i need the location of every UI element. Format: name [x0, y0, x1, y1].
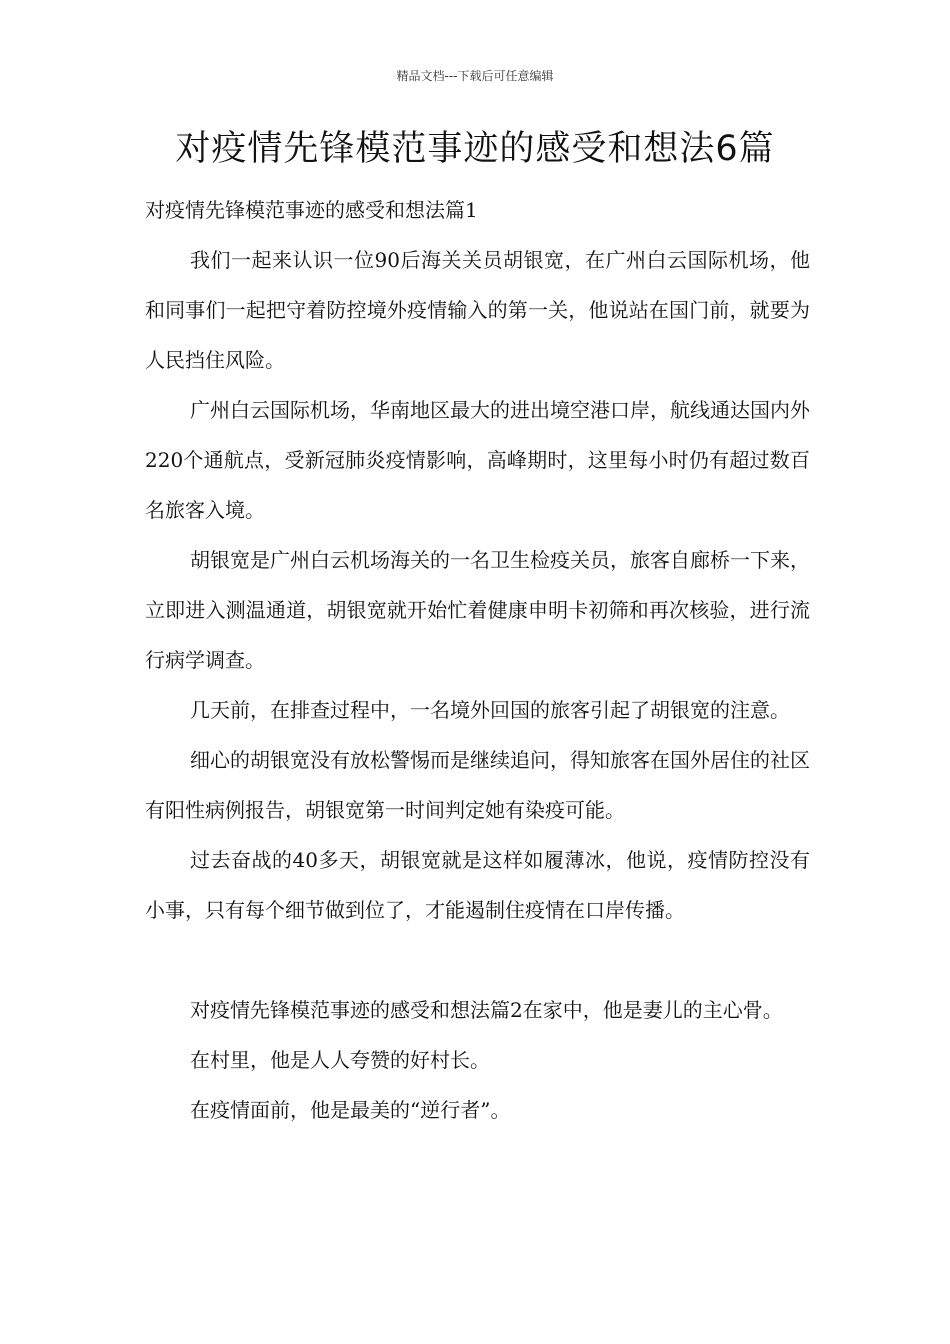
section-2-paragraph: 对疫情先锋模范事迹的感受和想法篇2在家中，他是妻儿的主心骨。: [190, 998, 783, 1022]
section-1-heading: 对疫情先锋模范事迹的感受和想法篇1: [145, 198, 478, 222]
paragraph-3: 胡银宽是广州白云机场海关的一名卫生检疫关员，旅客自廊桥一下来，立即进入测温通道，胡银宽就开始忙着健康申明卡初筛和再次核验，进行流行病学调查。: [145, 548, 810, 672]
section-2-line-2: 在疫情面前，他是最美的“逆行者”。: [190, 1098, 511, 1122]
header-note: 精品文档---下载后可任意编辑: [396, 69, 554, 83]
paragraph-4: 几天前，在排查过程中，一名境外回国的旅客引起了胡银宽的注意。: [190, 698, 790, 722]
paragraph-5: 细心的胡银宽没有放松警惕而是继续追问，得知旅客在国外居住的社区有阳性病例报告，胡银宽第一时间判定她有染疫可能。: [145, 748, 810, 822]
section-2-line-1: 在村里，他是人人夸赞的好村长。: [190, 1048, 490, 1072]
paragraph-6: 过去奋战的40多天，胡银宽就是这样如履薄冰，他说，疫情防控没有小事，只有每个细节做到位了，才能遏制住疫情在口岸传播。: [145, 848, 810, 922]
paragraph-2: 广州白云国际机场，华南地区最大的进出境空港口岸，航线通达国内外220个通航点，受新冠肺炎疫情影响，高峰期时，这里每小时仍有超过数百名旅客入境。: [145, 398, 810, 522]
document-title: 对疫情先锋模范事迹的感受和想法6篇: [175, 129, 775, 169]
document-body: [145, 185, 810, 1135]
paragraph-1: 我们一起来认识一位90后海关关员胡银宽，在广州白云国际机场，他和同事们一起把守着防控境外疫情输入的第一关，他说站在国门前，就要为人民挡住风险。: [145, 248, 810, 372]
